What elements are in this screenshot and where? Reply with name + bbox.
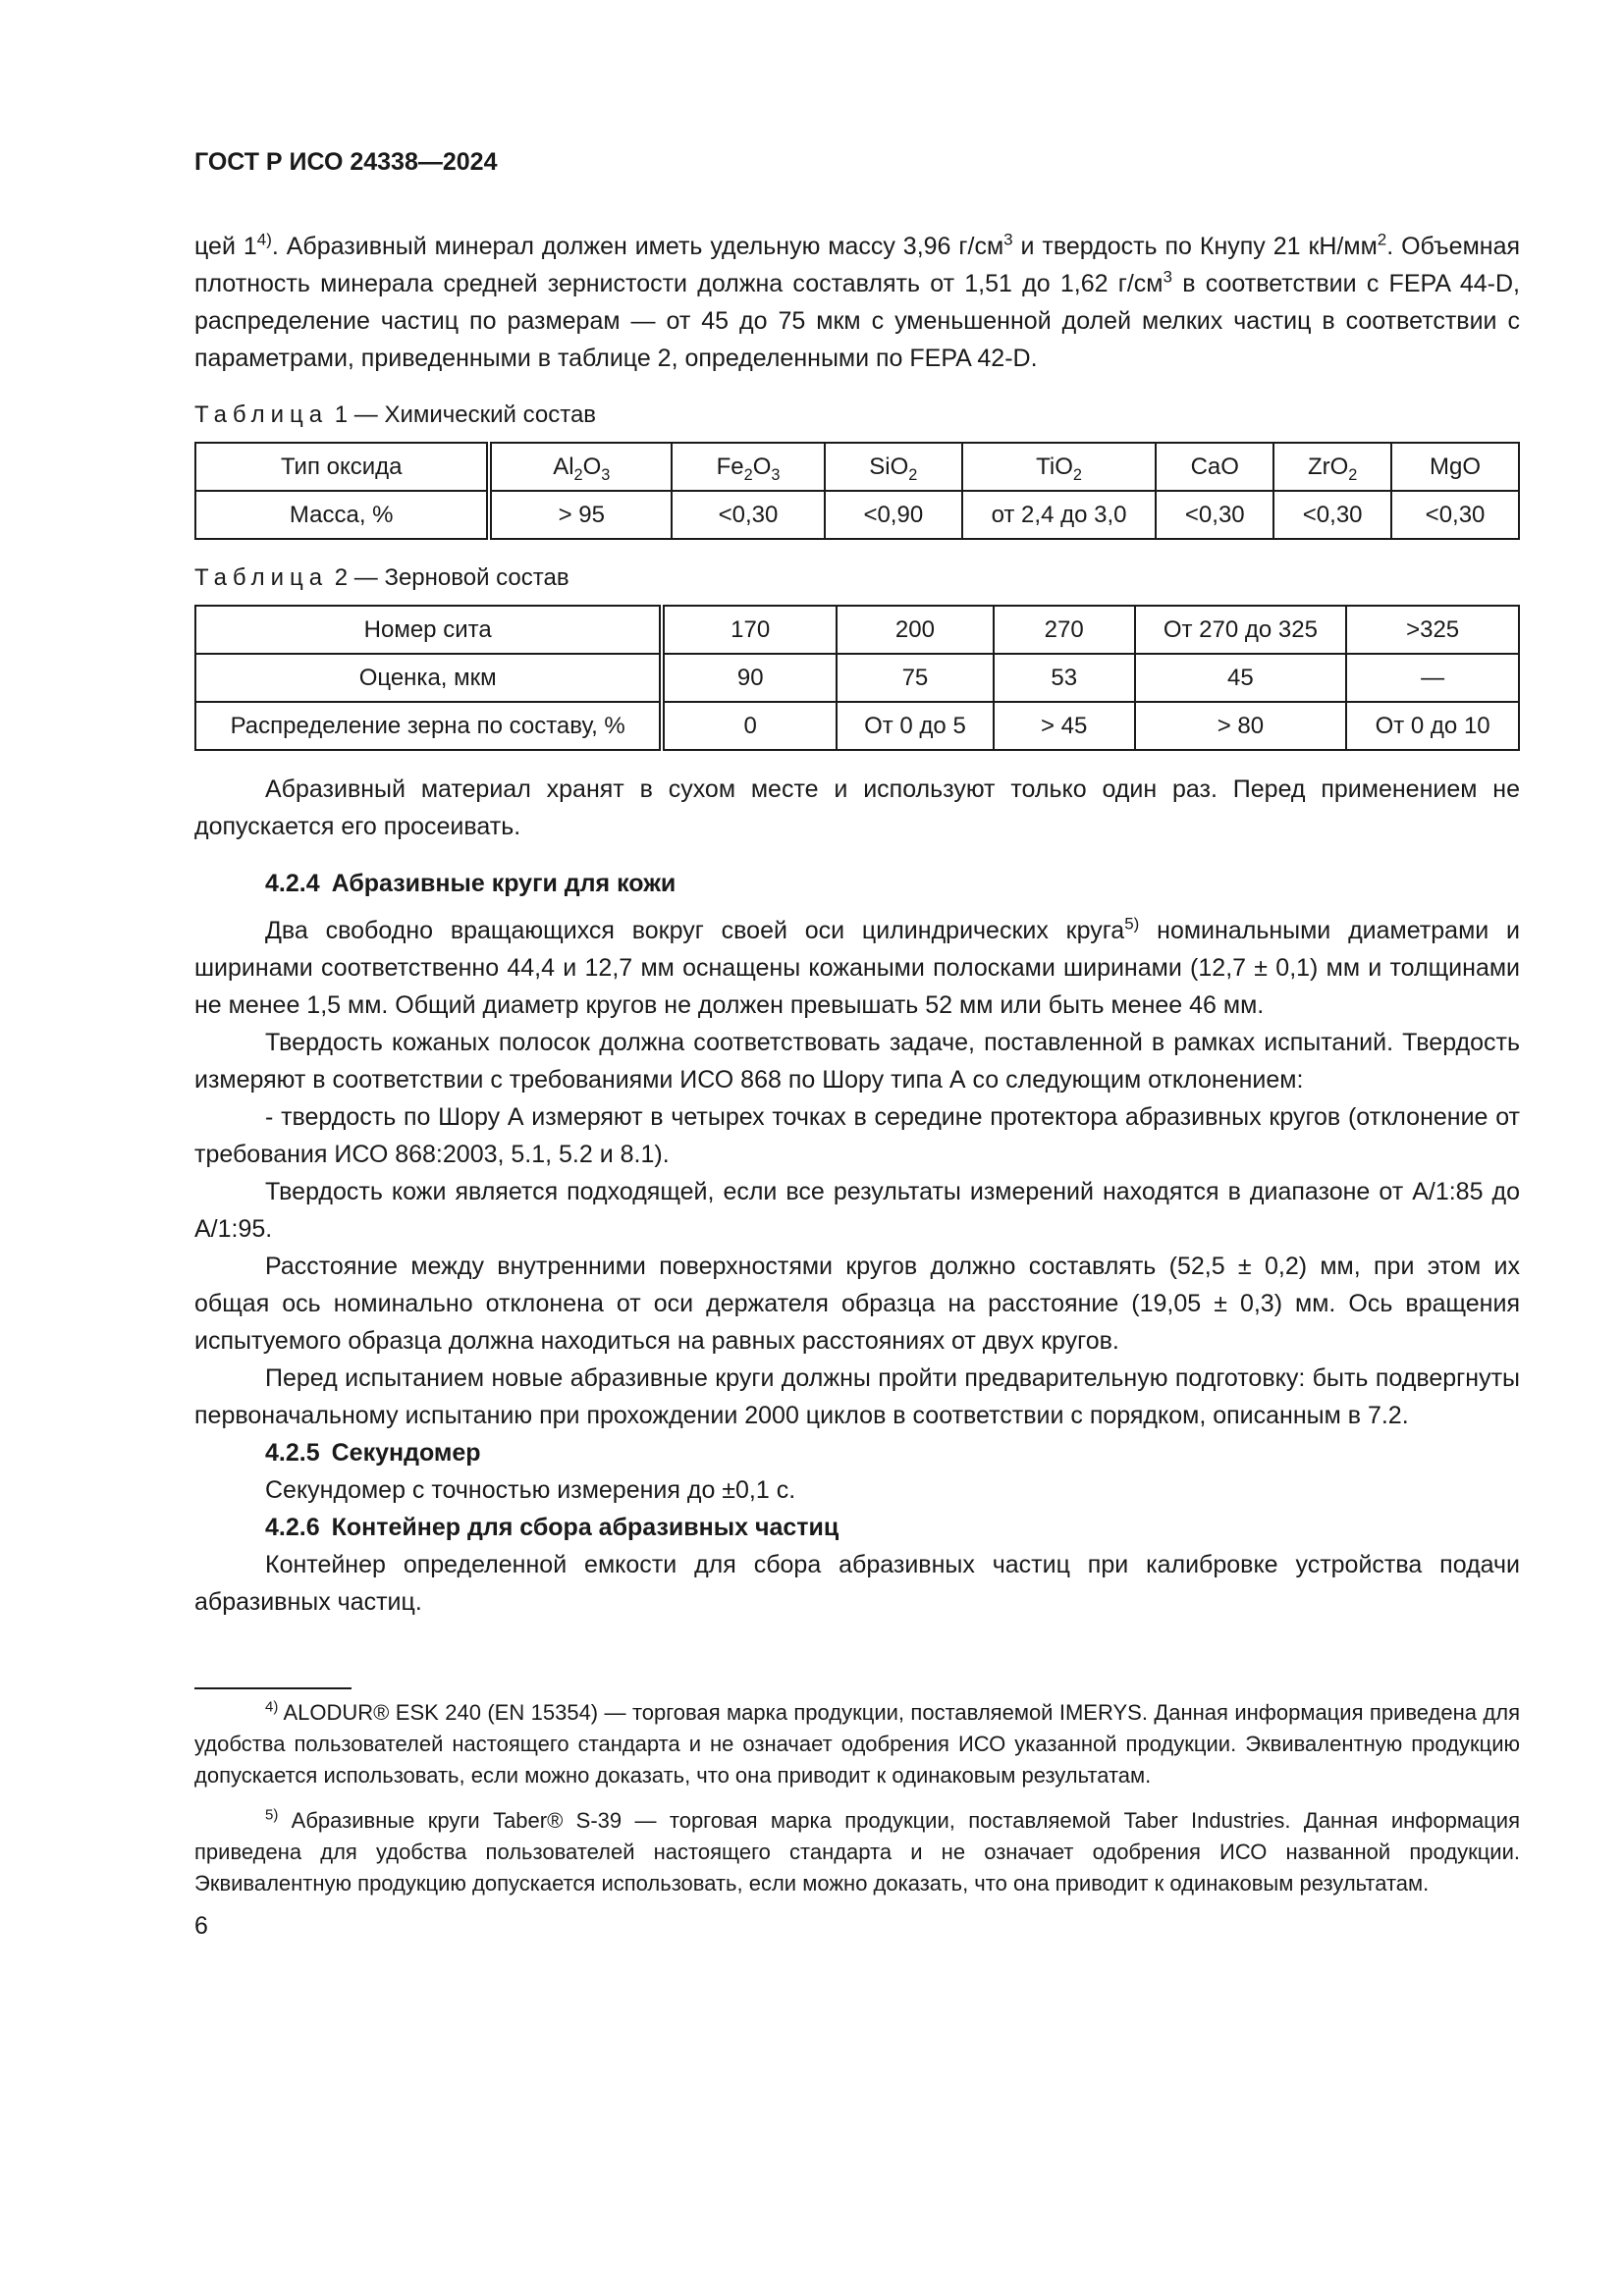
body-paragraph: Контейнер определенной емкости для сбора абразивных частиц при калибровке устройства подачи абразивных частиц.: [194, 1551, 1520, 1616]
body-paragraph: Твердость кожи является подходящей, если все результаты измерений находятся в диапазоне от А/1:85 до А/1:95.: [194, 1178, 1520, 1243]
table-cell: 90: [662, 654, 837, 702]
table-cell: <0,30: [1156, 491, 1273, 539]
table-cell: SiO$_2$: [825, 443, 962, 491]
body-paragraph: Расстояние между внутренними поверхностями кругов должно составлять (52,5 ± 0,2) мм, при этом их общая ось номинально отклонена от оси держателя образца на расстояние (19,05 ± 0,3) мм. Ось вращения испытуемого образца должна находиться на равных расстояниях от двух кругов.: [194, 1253, 1520, 1355]
body-paragraph: Два свободно вращающихся вокруг своей оси цилиндрических круга$^{5)}$ номинальными диаметрами и ширинами соответственно 44,4 и 12,7 мм оснащены кожаными полосками ширинами (12,7 ± 0,1) мм и толщинами не менее 1,5 мм. Общий диаметр кругов не должен превышать 52 мм или быть менее 46 мм.: [194, 914, 1520, 1019]
table-cell: —: [1346, 654, 1519, 702]
section-heading-4-2-5: 4.2.5 Секундомер: [265, 1439, 481, 1467]
footnote-ref-5: 5): [1124, 914, 1140, 934]
table-cell: TiO$_2$: [962, 443, 1157, 491]
table-cell: CaO: [1156, 443, 1273, 491]
footnote-divider: [194, 1687, 352, 1689]
table-cell: <0,30: [672, 491, 825, 539]
footnote-4: $^{4)}$ ALODUR® ESK 240 (EN 15354) — торговая марка продукции, поставляемой IMERYS. Данная информация приведена для удобства пользователей настоящего стандарта и не означает одобрения ИСО указанной продукции. Эквивалентную продукцию допускается использовать, если можно доказать, что она приводит к одинаковым результатам.: [194, 1698, 1520, 1788]
table1-caption: Таблица 1 — Химический состав: [194, 401, 597, 428]
body-paragraph: Перед испытанием новые абразивные круги должны пройти предварительную подготовку: быть подвергнуты первоначальному испытанию при прохождении 2000 циклов в соответствии с порядком, описанным в 7.2.: [194, 1364, 1520, 1429]
table-header-cell: Тип оксида: [195, 443, 489, 491]
intro-paragraph: цей 1$^{4)}$. Абразивный минерал должен иметь удельную массу 3,96 $г/см^3$ и твердость по Кнупу 21 $кН/мм^2$. Объемная плотность минерала средней зернистости должна составлять от 1,51 до 1,62 $г/см^3$ в соответствии с FEPA 44-D, распределение частиц по размерам — от 45 до 75 мкм с уменьшенной долей мелких частиц в соответствии с параметрами, приведенными в таблице 2, определенными по FEPA 42-D.: [194, 230, 1521, 372]
table-cell: <0,30: [1391, 491, 1519, 539]
document-page: [194, 147, 1520, 1945]
table-row: [195, 491, 1519, 539]
page-number: 6: [194, 1912, 208, 1940]
table-cell: 0: [662, 702, 837, 750]
table-cell: > 80: [1135, 702, 1347, 750]
table-header-cell: Оценка, мкм: [195, 654, 662, 702]
table-row: [195, 606, 1519, 654]
table-header-cell: Номер сита: [195, 606, 662, 654]
table-row: [195, 702, 1519, 750]
table-cell: > 45: [994, 702, 1135, 750]
table-header-cell: Масса, %: [195, 491, 489, 539]
section-heading-4-2-4: 4.2.4 Абразивные круги для кожи: [265, 870, 677, 897]
table-row: [195, 654, 1519, 702]
footnote-5: $^{5)}$ Абразивные круги Taber® S-39 — торговая марка продукции, поставляемой Taber Industries. Данная информация приведена для удобства пользователей настоящего стандарта и не означает одобрения ИСО названной продукции. Эквивалентную продукцию допускается использовать, если можно доказать, что она приводит к одинаковым результатам.: [194, 1806, 1520, 1896]
table-cell: от 2,4 до 3,0: [962, 491, 1157, 539]
table-cell: От 0 до 5: [837, 702, 994, 750]
table-cell: 200: [837, 606, 994, 654]
body-paragraph: Твердость кожаных полосок должна соответствовать задаче, поставленной в рамках испытаний. Твердость измеряют в соответствии с требованиями ИСО 868 по Шору типа А со следующим отклонением:: [194, 1029, 1520, 1094]
table-cell: От 0 до 10: [1346, 702, 1519, 750]
table-row: [195, 443, 1519, 491]
chemical-composition-table: [194, 442, 1520, 540]
table-cell: 170: [662, 606, 837, 654]
document-header: ГОСТ Р ИСО 24338—2024: [194, 148, 498, 176]
table-cell: ZrO$_2$: [1273, 443, 1391, 491]
list-item: - твердость по Шору А измеряют в четырех точках в середине протектора абразивных кругов (отклонение от требования ИСО 868:2003, 5.1, 5.2 и 8.1).: [194, 1103, 1520, 1168]
table-cell: 270: [994, 606, 1135, 654]
table-cell: $Al_2O_3$: [489, 443, 672, 491]
section-heading-4-2-6: 4.2.6 Контейнер для сбора абразивных частиц: [265, 1514, 839, 1541]
table2-caption: Таблица 2 — Зерновой состав: [194, 564, 569, 591]
table-cell: >325: [1346, 606, 1519, 654]
table-cell: > 95: [489, 491, 672, 539]
table-cell: 45: [1135, 654, 1347, 702]
table-cell: MgO: [1391, 443, 1519, 491]
body-paragraph: Секундомер с точностью измерения до ±0,1 с.: [265, 1476, 796, 1504]
footnote-ref-4: 4): [256, 230, 272, 249]
storage-paragraph: Абразивный материал хранят в сухом месте и используют только один раз. Перед применением не допускается его просеивать.: [194, 775, 1520, 840]
table-header-cell: Распределение зерна по составу, %: [195, 702, 662, 750]
table-cell: 75: [837, 654, 994, 702]
table-cell: От 270 до 325: [1135, 606, 1347, 654]
table-cell: <0,90: [825, 491, 962, 539]
table-cell: $Fe_2O_3$: [672, 443, 825, 491]
grain-composition-table: [194, 605, 1520, 751]
table-cell: <0,30: [1273, 491, 1391, 539]
table-cell: 53: [994, 654, 1135, 702]
